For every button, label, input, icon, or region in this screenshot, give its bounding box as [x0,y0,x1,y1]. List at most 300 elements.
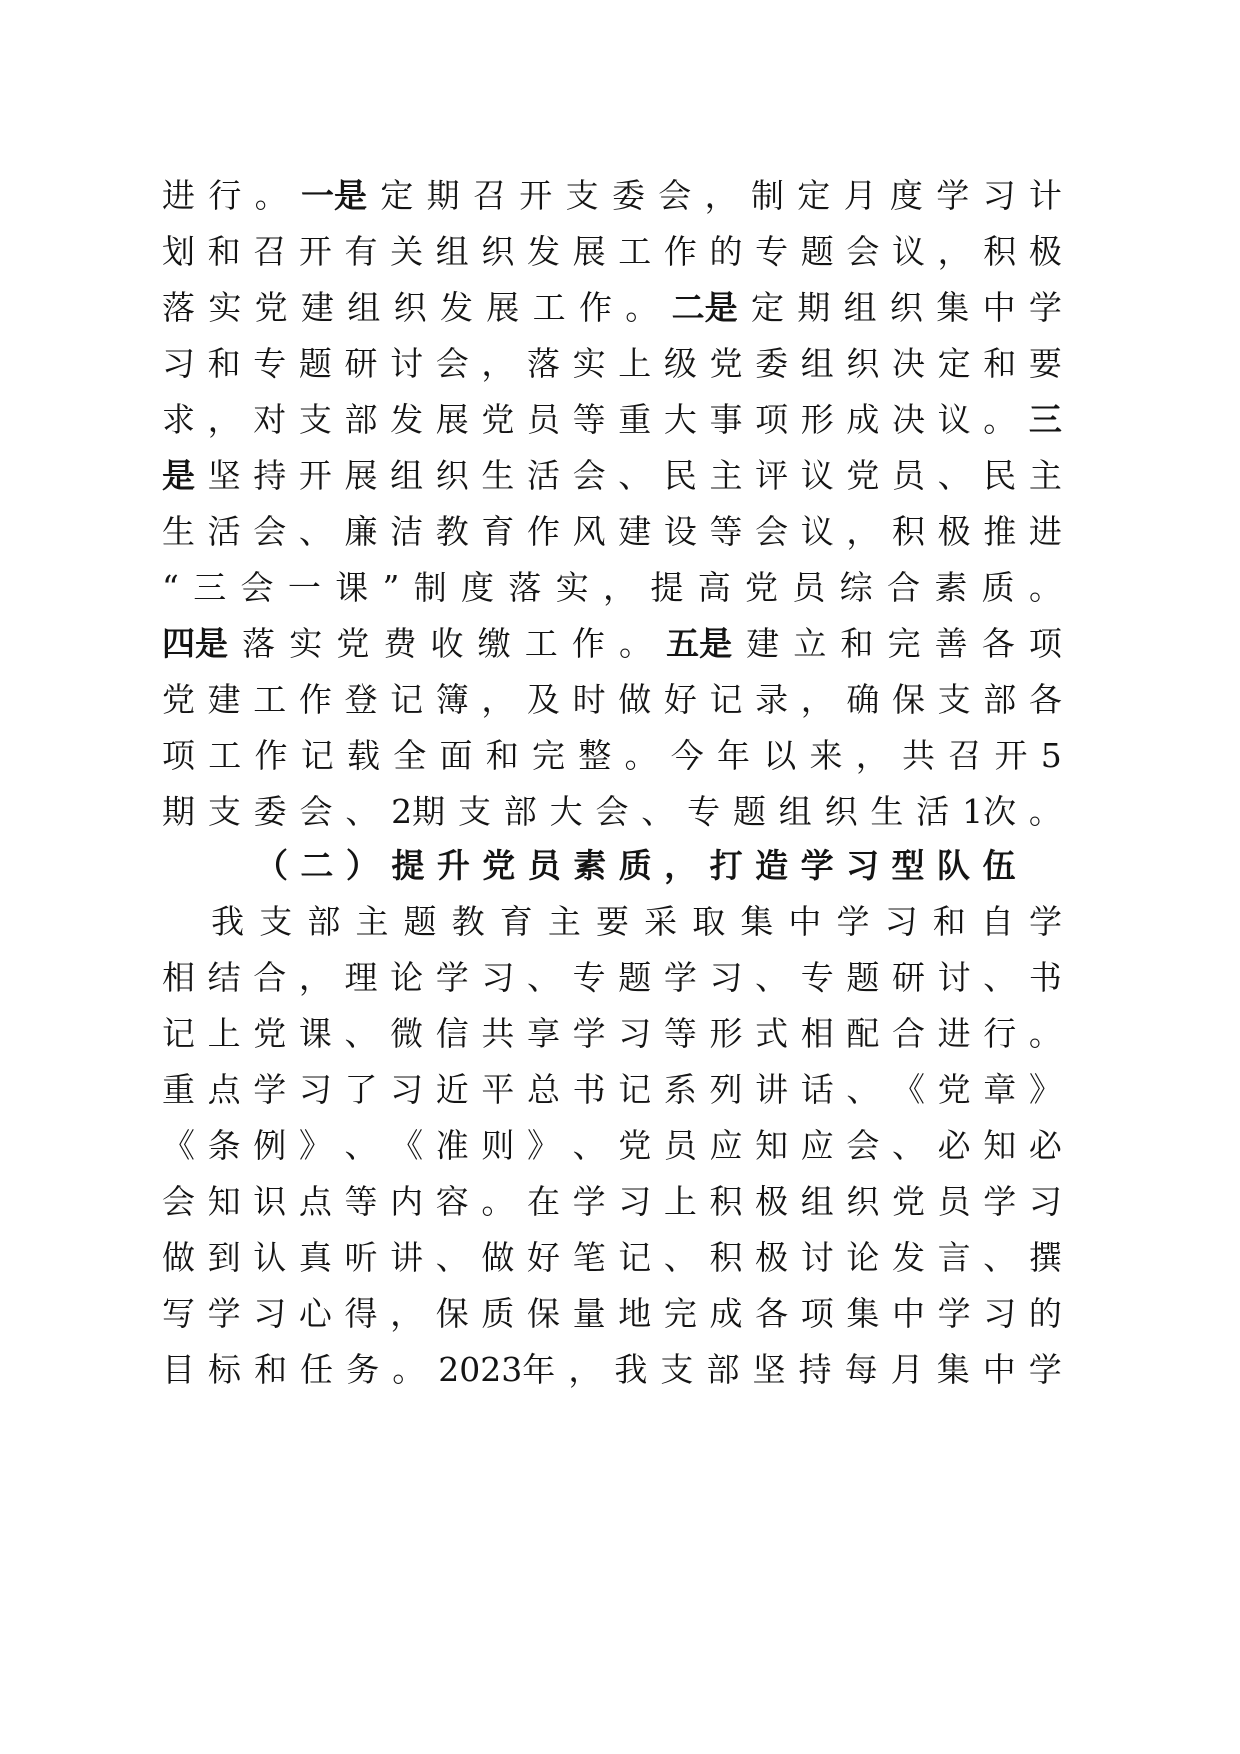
text-char: 章 [983,1070,1017,1109]
text-char: 专 [800,958,834,997]
text-char: 支 [457,792,491,831]
text-char: 召 [253,232,287,271]
text-char: ， [207,400,241,439]
text-char: 作 [578,288,612,327]
text-char: 《 [162,1126,195,1165]
text-char: 话 [800,1070,834,1109]
text-char: 总 [527,1070,560,1109]
text-char: 队 [936,846,970,885]
text-char: 、 [983,958,1017,997]
text-char: 讨 [800,1238,834,1277]
text-line [162,1288,1062,1340]
text-char: 》 [527,1126,560,1165]
text-char: 微 [390,1014,424,1053]
text-char: 自 [980,902,1014,941]
text-char: 行 [208,176,242,215]
text-char: 做 [162,1238,195,1277]
text-char: 对 [253,400,287,439]
text-char: 习 [884,902,918,941]
text-char: 重 [618,400,652,439]
text-char: 讨 [390,344,424,383]
text-char: 项 [800,1294,834,1333]
text-char: 等 [344,1182,378,1221]
text-char: 列 [709,1070,743,1109]
text-char: 员 [937,1182,971,1221]
text-char: 心 [298,1294,332,1333]
text-char: 建 [300,288,334,327]
text-char: 积 [709,1238,743,1277]
text-char: 习 [390,1070,424,1109]
text-char: 费 [383,624,417,663]
text-char: 教 [451,902,485,941]
text-char: 结 [207,958,241,997]
text-char: 织 [393,288,427,327]
text-char: 论 [846,1238,880,1277]
text-char: 确 [846,680,880,719]
text-char: 、 [527,958,560,997]
text-char: 关 [390,232,424,271]
text-char: 好 [527,1238,560,1277]
text-char: 会 [846,232,880,271]
text-char: 、 [298,512,332,551]
text-char: 集 [936,288,970,327]
text-char: 做 [618,680,652,719]
text-char: ， [481,680,515,719]
text-char: 召 [948,736,982,775]
text-char: 会 [435,344,469,383]
text-char: 整 [578,736,612,775]
text-char: 习 [481,958,515,997]
text-char: ， [603,568,637,607]
text-char: 会 [299,792,333,831]
text-char: ） [345,846,379,885]
text-line [162,1232,1062,1284]
text-char: 期 [797,288,831,327]
text-line [162,674,1062,726]
text-char: 学 [1028,288,1062,327]
text-char: 委 [253,792,287,831]
text-char: 式 [755,1014,789,1053]
text-char: 认 [253,1238,287,1277]
text-char: 育 [499,902,533,941]
text-char: 系 [663,1070,697,1109]
text-char: 、 [983,1238,1017,1277]
text-char: 议 [800,456,834,495]
text-char: 发 [892,1238,925,1277]
text-char: 题 [618,958,652,997]
text-char: 育 [481,512,515,551]
text-char: 建 [618,512,652,551]
text-char: 得 [344,1294,378,1333]
text-char: 习 [162,344,195,383]
text-char: 务 [346,1350,380,1389]
text-char: 行 [983,1014,1017,1053]
text-char: 民 [983,456,1017,495]
text-char: 民 [663,456,697,495]
text-char: 、 [937,456,971,495]
text-char: 内 [390,1182,424,1221]
text-char: 目 [162,1350,195,1389]
text-char: 推 [983,512,1017,551]
text-char: 主 [547,902,581,941]
text-char: 载 [347,736,380,775]
text-char: ” [382,568,400,607]
text-char: 应 [800,1126,834,1165]
text-char: 党 [336,624,370,663]
text-char: 相 [162,958,195,997]
text-char: 进 [162,176,195,215]
text-char: 到 [207,1238,241,1277]
text-char: 作 [663,232,697,271]
text-char: 理 [344,958,378,997]
text-char: 各 [1028,680,1062,719]
text-char: 综 [839,568,873,607]
text-char: “ [162,568,179,607]
text-char: 党 [618,1126,652,1165]
text-char: 会 [572,456,606,495]
text-char: 支 [207,792,241,831]
text-char: 展 [572,232,606,271]
text-char: 决 [892,344,925,383]
text-char: 支 [565,176,599,215]
text-char: 展 [435,400,469,439]
text-char: 习 [709,958,743,997]
text-char: 和 [207,232,241,271]
text-char: 项 [162,736,195,775]
text-char: 支 [660,1350,694,1389]
text-char: ， [846,512,880,551]
text-char: 积 [892,512,925,551]
text-char: 坚 [752,1350,786,1389]
text-char: 组 [778,792,812,831]
text-char: 活 [916,792,950,831]
text-char: 重 [162,1070,195,1109]
text-char: 必 [937,1126,971,1165]
text-char: 和 [254,1350,288,1389]
text-char: 习 [618,1182,652,1221]
text-line [162,1120,1062,1172]
text-char: 定 [937,344,971,383]
text-char: 题 [732,792,766,831]
text-char: 一是 [300,176,367,215]
text-char: 质 [481,1294,515,1333]
text-char: 、 [344,1014,378,1053]
text-char: 成 [846,400,880,439]
text-char: 持 [798,1350,832,1389]
text-char: 一 [287,568,321,607]
text-char: 开 [519,176,553,215]
text-char: 实 [572,344,606,383]
text-char: 例 [253,1126,287,1165]
text-char: 洁 [390,512,424,551]
text-char: 月 [843,176,877,215]
text-char: 二 [300,846,334,885]
text-char: 课 [298,1014,332,1053]
text-char: 工 [532,288,566,327]
text-char: 期 [426,176,460,215]
text-char: 必 [1028,1126,1062,1165]
text-char: 容 [435,1182,469,1221]
text-char: 素 [573,846,607,885]
text-char: 共 [902,736,935,775]
text-char: 完 [532,736,565,775]
text-char: 学 [572,1014,606,1053]
text-char: 记 [618,1070,652,1109]
text-char: 面 [439,736,473,775]
text-char: 会 [658,176,692,215]
text-char: 建 [207,680,241,719]
text-char: 学 [435,958,469,997]
text-line [162,1176,1062,1228]
text-char: 5 [1040,736,1062,775]
text-char: 登 [344,680,378,719]
text-char: 和 [207,344,241,383]
text-char: 习 [983,1294,1017,1333]
text-char: 开 [298,456,332,495]
text-char: 开 [994,736,1028,775]
text-char: 落 [527,344,560,383]
text-char: 学 [207,1294,241,1333]
text-char: 识 [253,1182,287,1221]
text-char: 发 [390,400,424,439]
text-char: 学 [1028,902,1062,941]
text-char: 组 [800,344,834,383]
text-char: 上 [207,1014,241,1053]
text-char: 开 [298,232,332,271]
text-char: 伍 [982,846,1016,885]
text-char: 评 [755,456,789,495]
text-char: 党 [481,400,515,439]
text-char: 撰 [1028,1238,1062,1277]
text-char: 》 [298,1126,332,1165]
text-char: 支 [259,902,293,941]
text-char: 讨 [937,958,971,997]
text-char: 课 [335,568,369,607]
text-char: 享 [527,1014,560,1053]
text-char: 党 [482,846,516,885]
text-char: 主 [1028,456,1062,495]
text-char: 三 [1028,400,1062,439]
text-char: 五是 [666,624,733,663]
text-char: 要 [595,902,629,941]
text-char: 实 [289,624,323,663]
text-char: 生 [162,512,195,551]
text-char: 题 [403,902,437,941]
text-char: 质 [618,846,652,885]
text-char: 各 [755,1294,789,1333]
text-char: 会 [846,1126,880,1165]
text-char: 党 [162,680,195,719]
text-char: 论 [390,958,424,997]
text-char: 议 [800,512,834,551]
text-char: 项 [755,400,789,439]
text-char: 提 [391,846,425,885]
text-char: 和 [983,344,1017,383]
text-char: 议 [892,232,925,271]
text-char: 织 [889,288,923,327]
text-char: 学 [253,1070,287,1109]
text-char: 。 [1028,568,1062,607]
text-char: 度 [461,568,495,607]
text-char: 。 [625,288,659,327]
text-char: 完 [887,624,921,663]
text-char: 党 [937,1070,971,1109]
text-char: 中 [788,902,822,941]
text-char: 求 [162,400,195,439]
text-char: 、 [663,1238,697,1277]
text-char: 主 [709,456,743,495]
text-char: 来 [809,736,843,775]
text-char: 组 [800,1182,834,1221]
text-char: 研 [892,958,925,997]
text-char: 划 [162,232,195,271]
text-char: 地 [618,1294,652,1333]
text-line [162,226,1062,278]
text-char: 展 [344,456,378,495]
text-char: 题 [800,232,834,271]
text-char: 。 [983,400,1017,439]
text-char: 成 [709,1294,743,1333]
text-char: 善 [934,624,968,663]
text-char: 中 [982,1350,1016,1389]
text-char: 党 [745,568,779,607]
text-char: 计 [1028,176,1062,215]
text-char: 习 [298,1070,332,1109]
text-char: 和 [485,736,519,775]
text-char: 、 [344,1126,378,1165]
text-char: 生 [481,456,515,495]
text-char: 会 [755,512,789,551]
text-char: 收 [430,624,464,663]
text-char: 进 [1028,512,1062,551]
text-char: 议 [937,400,971,439]
text-char: 落 [162,288,195,327]
text-char: 织 [481,232,515,271]
text-char: 打 [709,846,743,885]
text-char: 作 [298,680,332,719]
text-char: 学 [663,958,697,997]
text-char: 及 [527,680,560,719]
text-char: 、 [892,1126,925,1165]
text-char: 党 [254,288,288,327]
text-char: 形 [709,1014,743,1053]
text-char: 部 [706,1350,740,1389]
text-char: 教 [435,512,469,551]
text-char: 簿 [435,680,469,719]
text-char: 言 [937,1238,971,1277]
text-char: 全 [393,736,427,775]
text-char: 积 [983,232,1017,271]
text-char: ， [298,958,332,997]
text-line [162,618,1062,670]
text-char: 等 [709,512,743,551]
text-line [162,282,1062,334]
text-char: 信 [435,1014,469,1053]
text-char: 题 [298,344,332,383]
text-char: 工 [253,680,287,719]
text-char: 召 [472,176,506,215]
text-char: 2期 [391,792,446,831]
text-char: 集 [740,902,774,941]
text-char: 相 [800,1014,834,1053]
text-line [162,1008,1062,1060]
text-char: 今 [670,736,704,775]
text-char: 书 [572,1070,606,1109]
text-char: 员 [663,1126,697,1165]
text-char: 讲 [755,1070,789,1109]
text-char: 工 [524,624,558,663]
text-char: 题 [846,958,880,997]
text-line [162,338,1062,390]
text-char: 研 [344,344,378,383]
text-char: 知 [755,1126,789,1165]
text-char: 。 [1028,792,1062,831]
text-char: 定 [750,288,784,327]
text-char: 党 [846,456,880,495]
text-line [162,1344,1062,1396]
text-char: 点 [298,1182,332,1221]
text-char: 记 [390,680,424,719]
text-char: 习 [253,1294,287,1333]
text-char: 期 [162,792,195,831]
text-char: 集 [936,1350,970,1389]
text-char: 配 [846,1014,880,1053]
text-char: 共 [481,1014,515,1053]
text-char: 真 [298,1238,332,1277]
text-char: 准 [435,1126,469,1165]
text-char: 讲 [390,1238,424,1277]
text-char: ， [800,680,834,719]
text-char: 部 [344,400,378,439]
text-line [162,730,1062,782]
text-char: 支 [298,400,332,439]
text-char: 有 [344,232,378,271]
text-char: 作 [254,736,288,775]
text-char: 形 [800,400,834,439]
text-char: 织 [435,456,469,495]
text-char: 1次 [962,792,1017,831]
text-char: 学 [937,1294,971,1333]
text-char: 以 [763,736,797,775]
text-char: 知 [207,1182,241,1221]
text-char: 工 [208,736,242,775]
text-char: 月 [890,1350,924,1389]
text-char: 知 [983,1126,1017,1165]
text-char: 支 [937,680,971,719]
text-char: 采 [644,902,678,941]
text-char: 的 [709,232,743,271]
text-char: 》 [1028,1070,1062,1109]
text-char: 进 [937,1014,971,1053]
text-char: 笔 [572,1238,606,1277]
text-char: 三 [193,568,227,607]
text-char: 和 [932,902,966,941]
text-char: 要 [1028,344,1062,383]
text-char: 写 [162,1294,195,1333]
text-char: 习 [982,176,1016,215]
text-char: 积 [709,1182,743,1221]
text-char: 作 [571,624,605,663]
text-char: 型 [891,846,925,885]
text-char: 实 [555,568,589,607]
text-char: 高 [697,568,731,607]
text-char: 织 [824,792,858,831]
text-char: 合 [892,1014,925,1053]
text-line [162,786,1062,838]
text-char: 素 [934,568,968,607]
text-char: 保 [892,680,925,719]
text-char: 上 [663,1182,697,1221]
